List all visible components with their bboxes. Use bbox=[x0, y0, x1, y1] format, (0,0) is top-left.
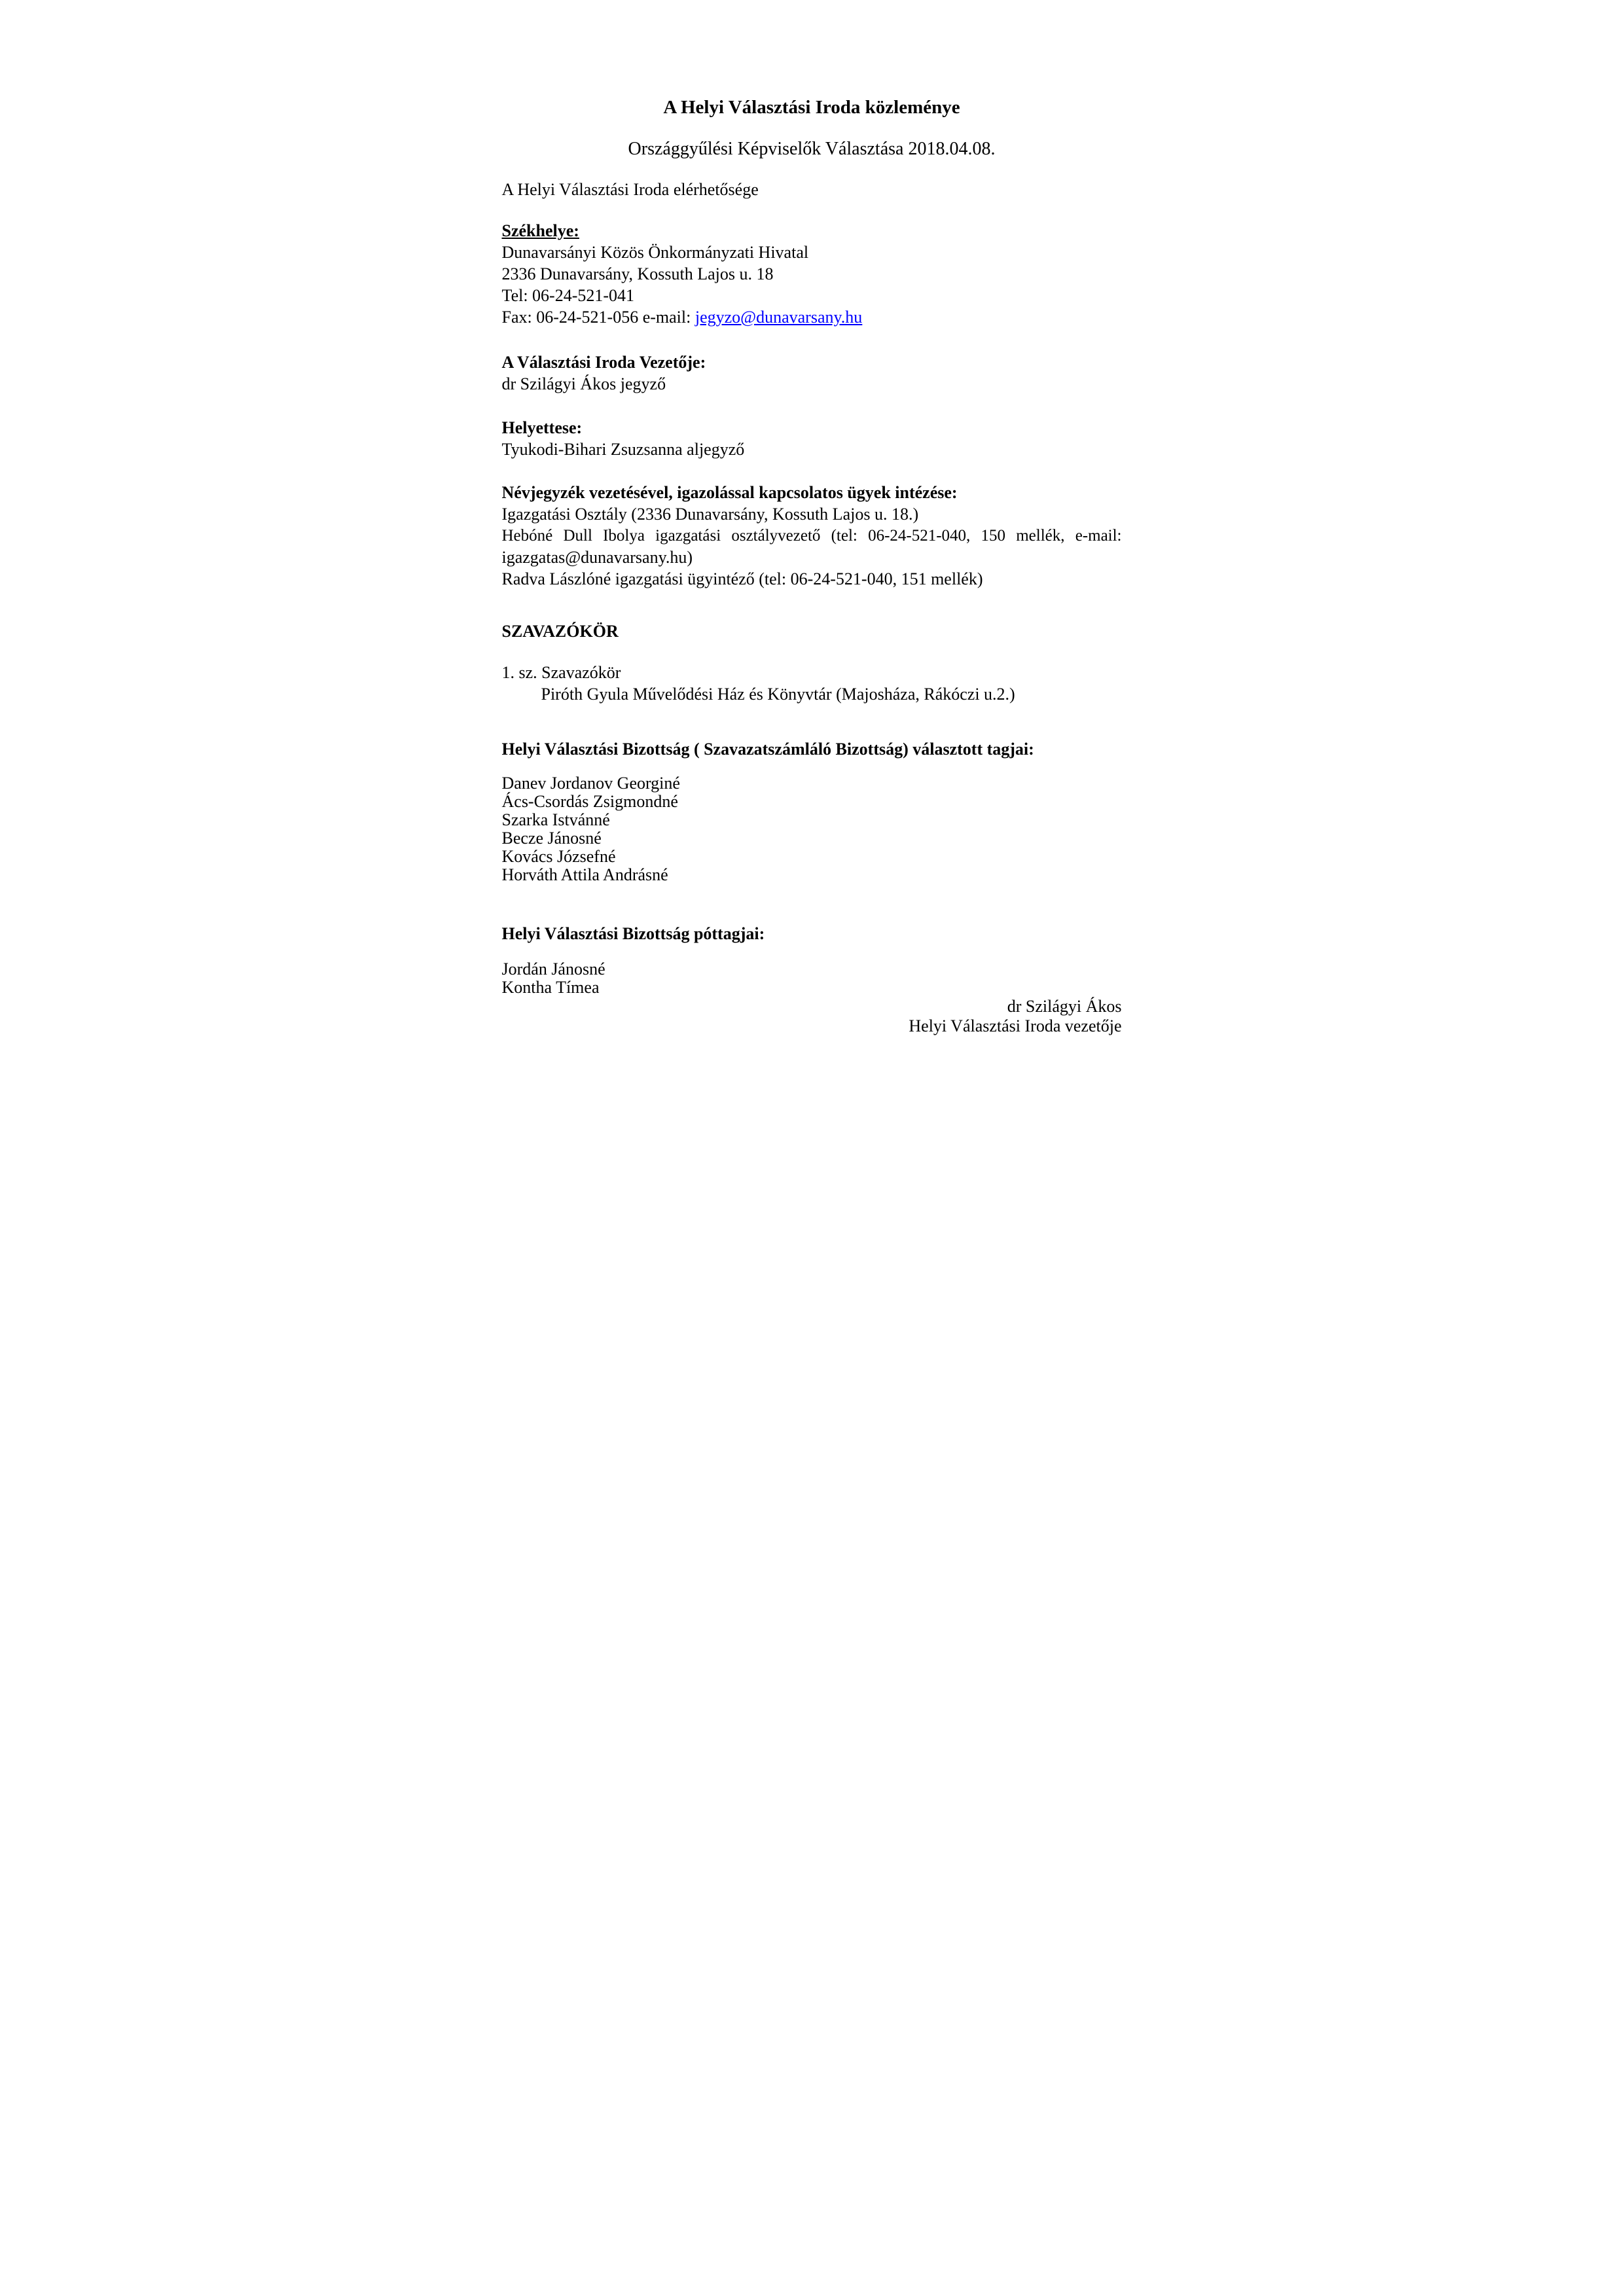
contact-org-line: Dunavarsányi Közös Önkormányzati Hivatal bbox=[501, 243, 809, 262]
registry-email-line: igazgatas@dunavarsany.hu) bbox=[501, 548, 693, 567]
leader-name: dr Szilágyi Ákos jegyző bbox=[501, 374, 666, 393]
registry-clerk-line: Radva Lászlóné igazgatási ügyintéző (tel: 06-24-521-040, 151 mellék) bbox=[501, 569, 983, 588]
registry-heading: Névjegyzék vezetésével, igazolással kapcsolatos ügyek intézése: bbox=[501, 483, 958, 502]
leader-section bbox=[502, 351, 1122, 395]
signature-title: Helyi Választási Iroda vezetője bbox=[909, 1016, 1122, 1035]
contact-address-line: 2336 Dunavarsány, Kossuth Lajos u. 18 bbox=[501, 264, 774, 283]
committee-member: Becze Jánosné bbox=[501, 829, 602, 848]
registry-office-line: Igazgatási Osztály (2336 Dunavarsány, Kossuth Lajos u. 18.) bbox=[501, 505, 919, 524]
polling-heading: SZAVAZÓKÖR bbox=[501, 622, 619, 641]
deputy-section bbox=[502, 417, 1122, 460]
committee-member: Ács-Csordás Zsigmondné bbox=[501, 792, 678, 811]
committee-heading: Helyi Választási Bizottság ( Szavazatszámláló Bizottság) választott tagjai: bbox=[501, 740, 1034, 759]
leader-heading: A Választási Iroda Vezetője: bbox=[501, 353, 706, 372]
committee-member: Horváth Attila Andrásné bbox=[501, 865, 668, 884]
email-link[interactable]: jegyzo@dunavarsany.hu bbox=[695, 308, 863, 327]
substitute-member: Kontha Tímea bbox=[501, 978, 600, 997]
polling-district: 1. sz. Szavazókör bbox=[501, 663, 621, 682]
contact-tel-line: Tel: 06-24-521-041 bbox=[501, 286, 635, 305]
registry-head-officer-line: Hebóné Dull Ibolya igazgatási osztályvezető (tel: 06-24-521-040, 150 mellék, e-mail: bbox=[501, 527, 1122, 545]
committee-member: Danev Jordanov Georginé bbox=[501, 774, 680, 793]
substitutes-heading: Helyi Választási Bizottság póttagjai: bbox=[501, 924, 765, 943]
deputy-heading: Helyettese: bbox=[501, 418, 583, 437]
committee-member: Kovács Józsefné bbox=[501, 847, 616, 866]
signature-name: dr Szilágyi Ákos bbox=[1007, 997, 1122, 1016]
contact-fax-line bbox=[502, 306, 1122, 328]
fax-email-prefix: Fax: 06-24-521-056 e-mail: bbox=[501, 308, 695, 327]
document-title: A Helyi Választási Iroda közleménye bbox=[663, 97, 960, 118]
substitute-member: Jordán Jánosné bbox=[501, 960, 605, 978]
document-page bbox=[406, 0, 1218, 1148]
contact-section bbox=[502, 220, 1122, 328]
substitutes-list bbox=[502, 960, 1122, 997]
committee-members-list bbox=[502, 774, 1122, 884]
deputy-name: Tyukodi-Bihari Zsuzsanna aljegyző bbox=[501, 440, 745, 459]
document-subtitle: Országgyűlési Képviselők Választása 2018.04.08. bbox=[628, 139, 996, 159]
committee-member: Szarka Istvánné bbox=[501, 810, 610, 829]
intro-line: A Helyi Választási Iroda elérhetősége bbox=[501, 180, 759, 199]
contact-heading: Székhelye: bbox=[501, 221, 579, 240]
polling-section bbox=[502, 662, 1122, 705]
registry-section bbox=[502, 482, 1122, 590]
signature-block bbox=[502, 997, 1122, 1036]
polling-location: Piróth Gyula Művelődési Ház és Könyvtár (Majosháza, Rákóczi u.2.) bbox=[541, 685, 1015, 704]
